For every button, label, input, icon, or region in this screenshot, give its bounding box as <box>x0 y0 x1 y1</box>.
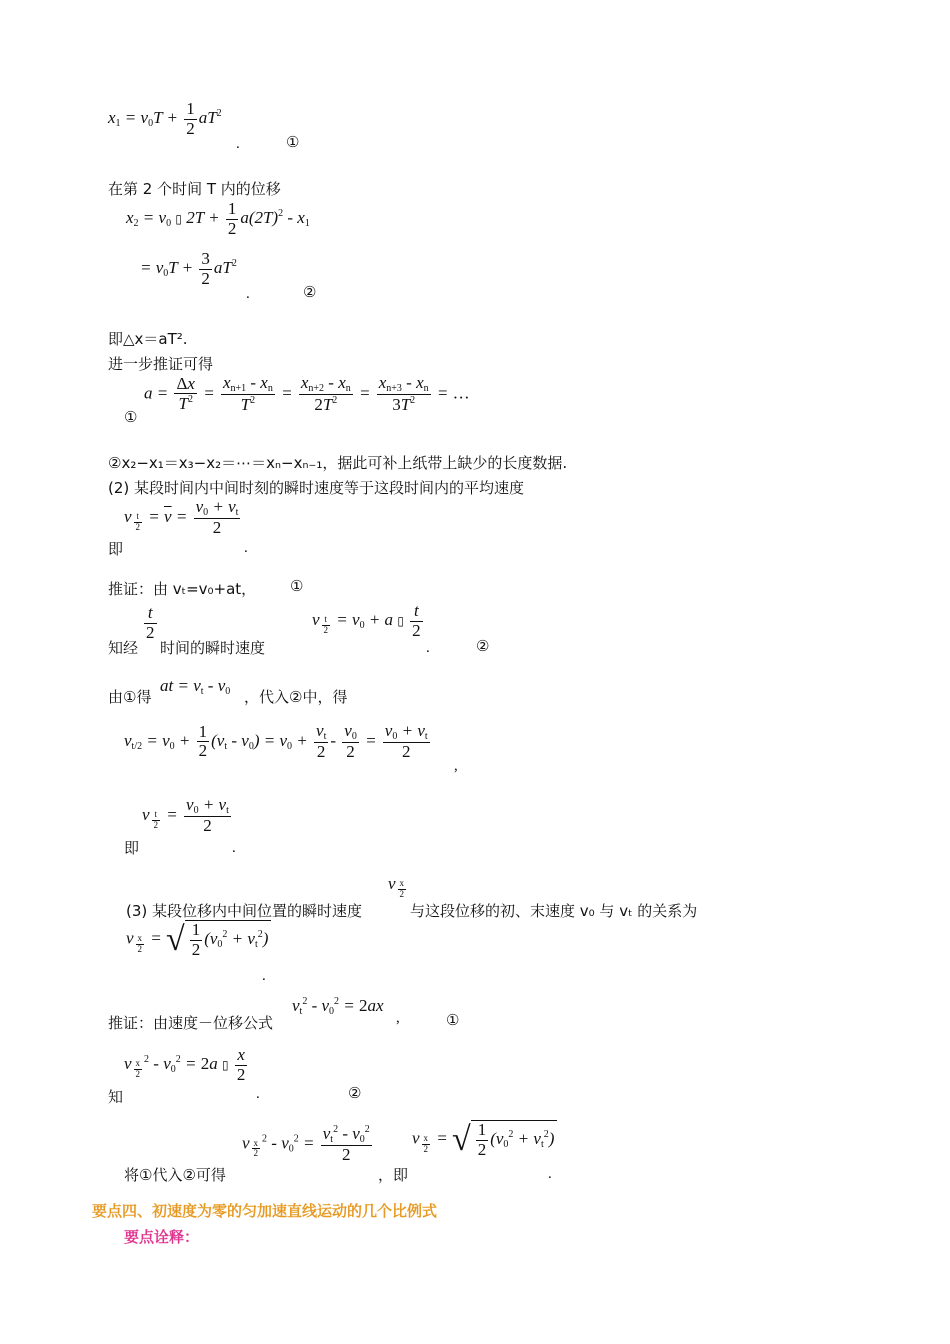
period: . <box>426 640 430 656</box>
text-second-interval: 在第 2 个时间 T 内的位移 <box>108 180 281 198</box>
equation-v-t-half-derivation: $v_{t/2} = v_0$ + $\frac{1}{2}$ $(v_t - v_0) = v_0$ + $\frac{v_t}{2}$ - $\frac{v_0}{2}$ = $\frac{v_0 + v_t}{2}$ <box>124 721 428 761</box>
text-know: 知 <box>108 1088 124 1106</box>
comma: , <box>454 758 458 774</box>
circle-number-2: ② <box>348 1086 362 1102</box>
equation-acceleration: a = $\frac{\Delta x}{T^2}$ = $\frac{x_{n+1} - x_n}{T^2}$ = $\frac{x_{n+2} - x_n}{2T^2}$ = $\frac{x_{n+3} - x_n}{3T^2}$ = … <box>144 373 470 414</box>
period: . <box>262 968 266 984</box>
circle-number-2: ② <box>476 639 490 655</box>
period: . <box>256 1086 260 1102</box>
text-proof-2: 推证：由速度－位移公式 <box>108 1014 274 1032</box>
period: . <box>232 840 236 856</box>
period: . <box>244 540 248 556</box>
equation-x1: $x_1 = v_0T$ + $\frac{1}{2}$ $aT^2$ <box>108 99 222 138</box>
equation-mid-position-velocity: v $_{\frac{x}{2}}$ = √ $\frac{1}{2}$ $(v_0^2 + v_t^2)$ <box>126 920 271 959</box>
subheading-explanation: 要点诠释： <box>124 1228 200 1246</box>
fraction-t-half: $\frac{t}{2}$ <box>146 603 155 642</box>
text-delta-x: 即△x＝aT². <box>108 330 188 348</box>
equation-final-squared: v $_{\frac{x}{2}}$ $^2 - v_0^2$ = $\frac{v_t^2 - v_0^2}{2}$ <box>242 1124 370 1164</box>
period: . <box>548 1166 552 1182</box>
equation-velocity-displacement: $v_t^2 - v_0^2 = 2ax$ <box>292 996 384 1017</box>
circle-number-1: ① <box>446 1013 460 1029</box>
equation-v-half-time: v $_{\frac{t}{2}}$ = $v_0 + a$ ▯ $\frac{t}{2}$ <box>312 601 421 640</box>
equation-x2: $x_2 = v_0$ ▯ 2T + $\frac{1}{2}$ $a(2T)^2 - x_1$ <box>126 199 310 238</box>
text-difference-chain: ②x₂−x₁＝x₃−x₂＝⋯＝xₙ−xₙ₋₁，据此可补上纸带上缺少的长度数据. <box>108 454 568 472</box>
text-point-3a: (3) 某段位移内中间位置的瞬时速度 <box>126 902 363 920</box>
text-instant-velocity: 时间的瞬时速度 <box>160 639 266 657</box>
text-substitute: ，代入②中，得 <box>244 688 348 706</box>
text-ji: 即 <box>124 839 140 857</box>
text-point-2: (2) 某段时间内中间时刻的瞬时速度等于这段时间内的平均速度 <box>108 479 525 497</box>
text-ji-final: ，即 <box>378 1166 409 1184</box>
comma: , <box>396 1010 400 1026</box>
circle-number-1: ① <box>286 135 300 151</box>
section-heading-key-point-4: 要点四、初速度为零的匀加速直线运动的几个比例式 <box>92 1202 438 1220</box>
circle-number-1: ① <box>124 410 138 426</box>
equation-at: at = $v_t - v_0$ <box>160 676 231 697</box>
period: . <box>236 136 240 152</box>
text-proof-1: 推证：由 vₜ=v₀+at， <box>108 580 257 598</box>
equation-mid-time-velocity: v $_{\frac{t}{2}}$ = $\overline{v}$ = $\frac{v_0 + v_t}{2}$ <box>124 497 239 537</box>
period: . <box>246 286 250 302</box>
equation-v-x-half-squared: v $_{\frac{x}{2}}$ $^2 - v_0^2 = 2a$ ▯ $\frac{x}{2}$ <box>124 1045 246 1084</box>
text-ji: 即 <box>108 540 124 558</box>
text-further-proof: 进一步推证可得 <box>108 355 214 373</box>
symbol-v-x-half: v $_{\frac{x}{2}}$ <box>388 874 405 900</box>
equation-v-t-half-result: v $_{\frac{t}{2}}$ = $\frac{v_0 + v_t}{2}$ <box>142 795 229 835</box>
text-know: 知经 <box>108 639 139 657</box>
text-substitute-final: 将①代入②可得 <box>124 1166 226 1184</box>
text-point-3b: 与这段位移的初、末速度 v₀ 与 vₜ 的关系为 <box>410 902 698 920</box>
circle-number-2: ② <box>303 285 317 301</box>
circle-number-1: ① <box>290 579 304 595</box>
equation-final-sqrt: v $_{\frac{x}{2}}$ = √ $\frac{1}{2}$ $(v_0^2 + v_t^2)$ <box>412 1120 557 1159</box>
text-from-1: 由①得 <box>108 688 152 706</box>
equation-x2-result: = $v_0T$ + $\frac{3}{2}$ $aT^2$ <box>140 249 237 288</box>
